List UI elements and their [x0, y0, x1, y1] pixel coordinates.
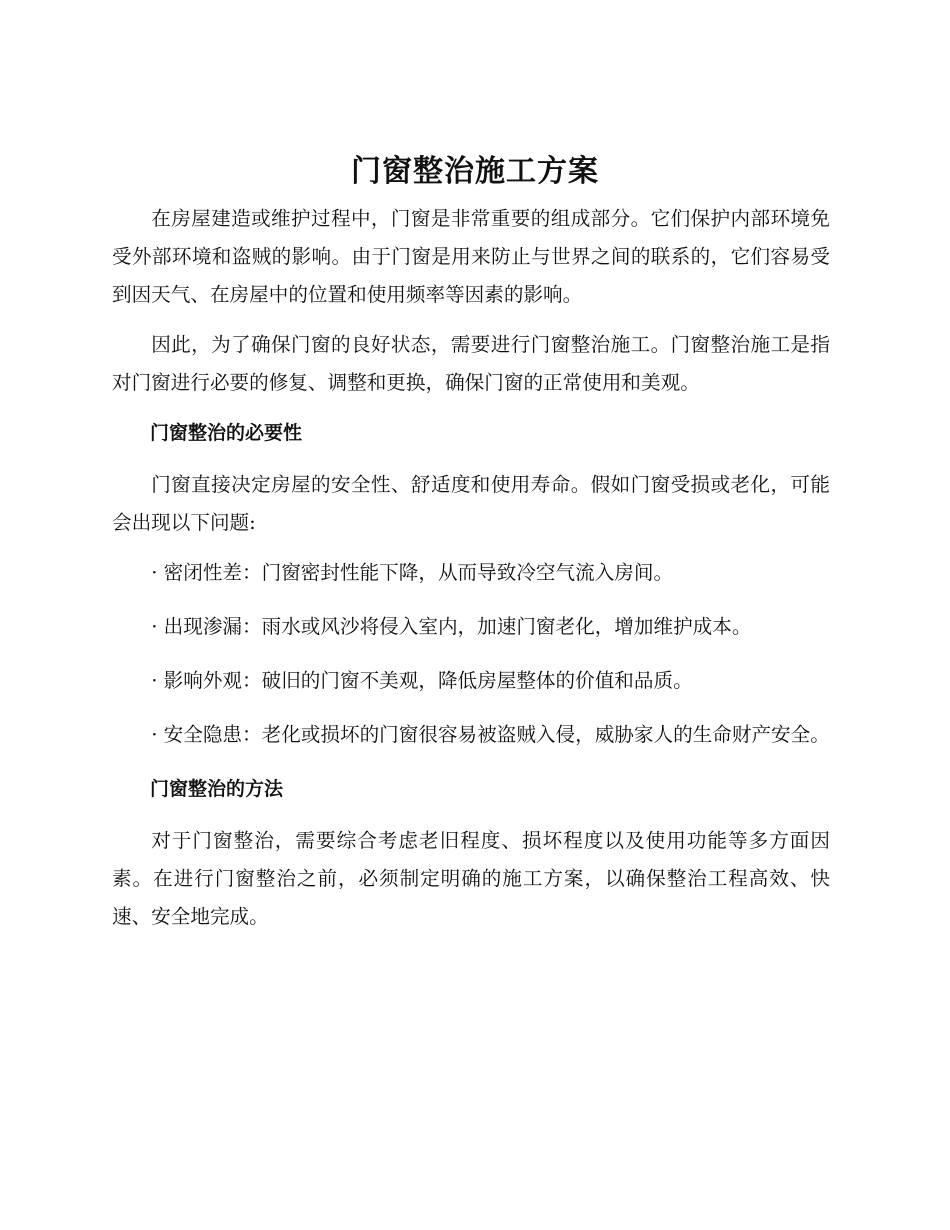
- paragraph-purpose: 因此，为了确保门窗的良好状态，需要进行门窗整治施工。门窗整治施工是指对门窗进行必要的修复、调整和更换，确保门窗的正常使用和美观。: [112, 333, 830, 394]
- paragraph-intro: 在房屋建造或维护过程中，门窗是非常重要的组成部分。它们保护内部环境免受外部环境和盗贼的影响。由于门窗是用来防止与世界之间的联系的，它们容易受到因天气、在房屋中的位置和使用频率等因素的影响。: [112, 207, 830, 306]
- document-title: 门窗整治施工方案: [351, 154, 599, 189]
- section-heading-method: 门窗整治的方法: [150, 778, 284, 800]
- bullet-item: · 出现渗漏：雨水或风沙将侵入室内，加速门窗老化，增加维护成本。: [151, 615, 752, 638]
- bullet-item: · 安全隐患：老化或损坏的门窗很容易被盗贼入侵，威胁家人的生命财产安全。: [151, 723, 830, 746]
- document-body: [112, 200, 830, 948]
- paragraph-method: 对于门窗整治，需要综合考虑老旧程度、损坏程度以及使用功能等多方面因素。在进行门窗整治之前，必须制定明确的施工方案，以确保整治工程高效、快速、安全地完成。: [112, 829, 830, 928]
- section-heading-necessity: 门窗整治的必要性: [150, 422, 303, 444]
- paragraph-necessity-intro: 门窗直接决定房屋的安全性、舒适度和使用寿命。假如门窗受损或老化，可能会出现以下问题:: [112, 473, 830, 534]
- bullet-item: · 影响外观：破旧的门窗不美观，降低房屋整体的价值和品质。: [151, 669, 693, 692]
- bullet-item: · 密闭性差：门窗密封性能下降，从而导致冷空气流入房间。: [151, 561, 674, 584]
